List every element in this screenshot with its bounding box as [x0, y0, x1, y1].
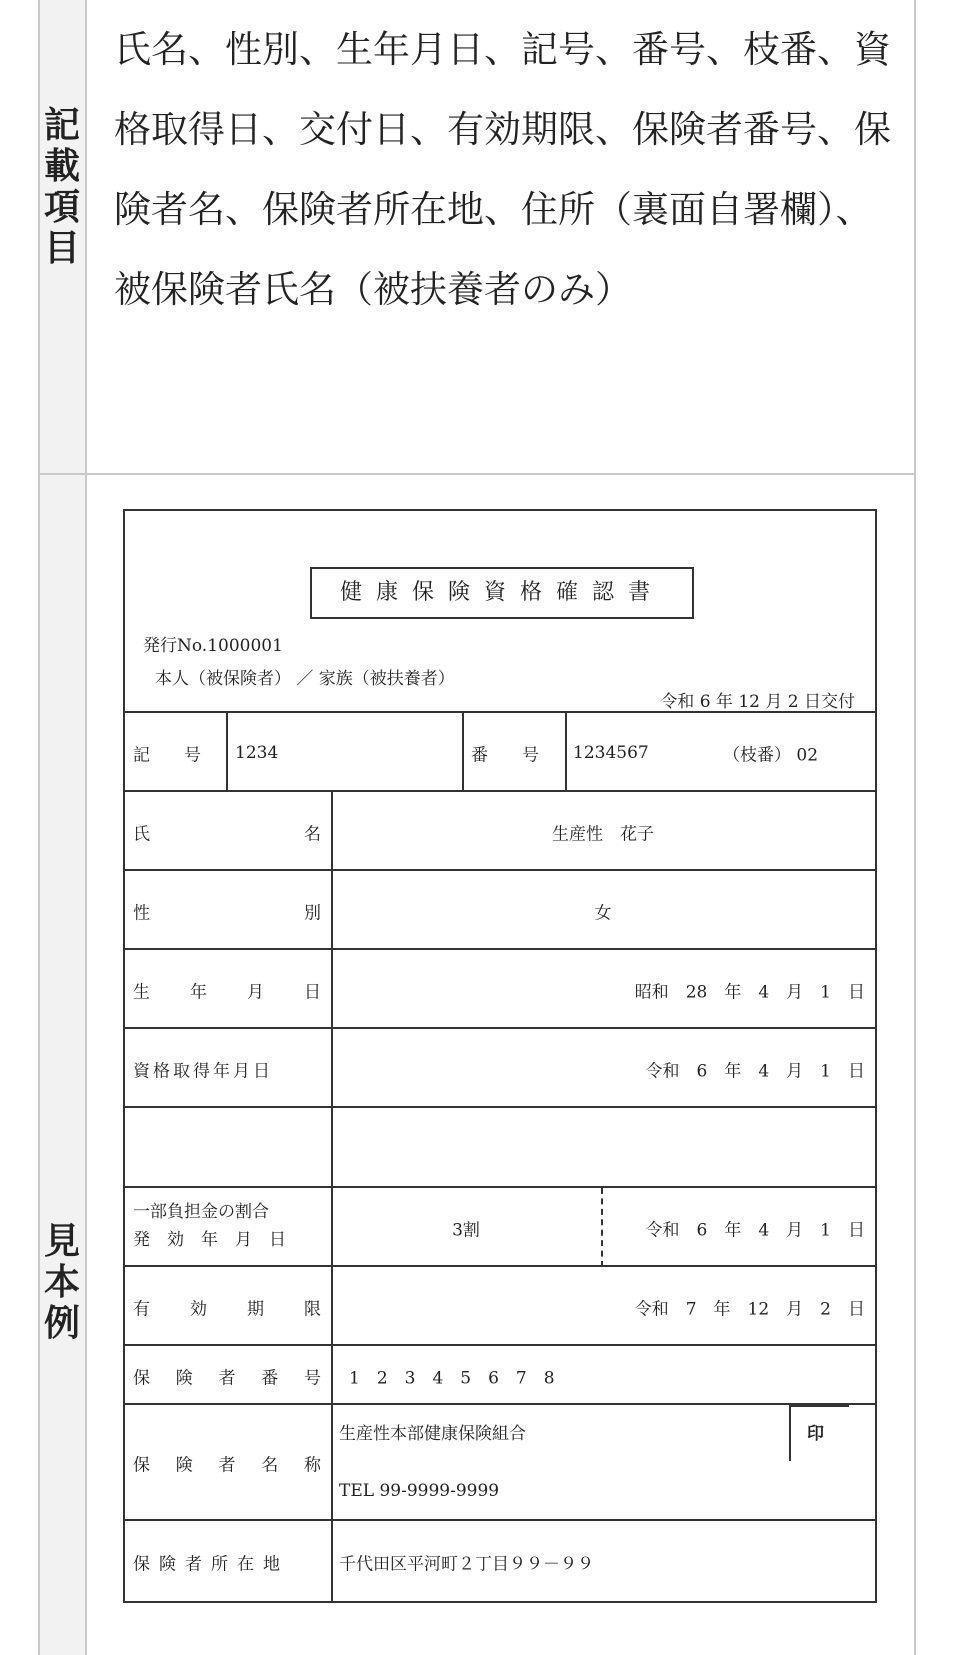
label-char: 期 — [247, 1299, 264, 1319]
row-divider — [38, 473, 916, 475]
cell-divider — [226, 713, 228, 792]
kigo-label-text: 記 号 — [133, 745, 201, 765]
label-char: 別 — [304, 903, 321, 923]
person-type: 本人（被保険者） ／ 家族（被扶養者） — [155, 669, 455, 689]
insurer-address-row — [125, 1519, 875, 1603]
cell-divider — [565, 713, 567, 792]
label-char: 者 — [218, 1455, 236, 1476]
items-label-char: 目 — [43, 228, 80, 269]
sex-value: 女 — [594, 903, 612, 923]
insurer-tel: TEL 99-9999-9999 — [339, 1481, 500, 1501]
items-label-char: 項 — [43, 187, 80, 228]
sample-label-char: 本 — [43, 1262, 80, 1303]
burden-row — [125, 1186, 875, 1267]
name-row — [125, 790, 875, 871]
acquisition-label: 資格取得年月日 — [133, 1061, 273, 1081]
label-char: 生 — [133, 982, 150, 1002]
kigo-bango-row — [125, 711, 875, 792]
label-char: 名 — [304, 824, 321, 844]
expiry-row — [125, 1265, 875, 1346]
birthdate-label — [133, 977, 321, 1002]
burden-label-line: 一部負担金の割合 — [133, 1202, 269, 1222]
label-char: 効 — [190, 1299, 207, 1319]
sample-label-char: 見 — [43, 1221, 80, 1262]
items-label-char: 記 — [43, 105, 80, 146]
blank-row — [125, 1106, 875, 1188]
burden-label-line: 発 効 年 月 日 — [133, 1230, 286, 1250]
insurer-name-row — [125, 1403, 875, 1521]
bango-value: 1234567 — [573, 742, 649, 763]
label-char: 月 — [247, 982, 264, 1002]
sample-label — [38, 1221, 86, 1344]
label-char: 限 — [304, 1299, 321, 1319]
label-char: 日 — [304, 982, 321, 1002]
insurer-number-label — [133, 1363, 321, 1388]
insurer-address-value: 千代田区平河町２丁目９９－９９ — [339, 1554, 594, 1575]
insurer-number-value: 1 2 3 4 5 6 7 8 — [349, 1368, 555, 1388]
insurer-name-label — [133, 1451, 321, 1476]
seal-text: 印 — [807, 1424, 824, 1444]
cell-divider — [331, 1108, 333, 1188]
label-char: 険 — [175, 1455, 193, 1476]
cell-divider — [462, 713, 464, 792]
bango-label: 番 号 — [471, 745, 539, 765]
label-char: 者 — [218, 1368, 236, 1388]
expiry-value: 令和 7 年 12 月 2 日 — [634, 1299, 865, 1319]
sex-label — [133, 898, 321, 923]
label-char: 保 — [133, 1368, 150, 1388]
cell-divider — [331, 1521, 333, 1603]
label-char: 険 — [175, 1368, 193, 1388]
name-value: 生産性 花子 — [552, 824, 654, 844]
kigo-value: 1234 — [235, 742, 279, 763]
label-char: 性 — [133, 903, 150, 923]
cell-divider — [331, 1346, 333, 1405]
acquisition-row — [125, 1027, 875, 1108]
label-char: 年 — [190, 982, 207, 1002]
cell-divider — [331, 950, 333, 1029]
dashed-divider — [601, 1188, 603, 1267]
label-char: 番 — [261, 1368, 279, 1388]
burden-ratio: 3割 — [452, 1220, 480, 1240]
kigo-label — [133, 740, 215, 765]
cell-divider — [331, 1405, 333, 1521]
label-char: 名 — [261, 1455, 279, 1476]
insurer-address-label: 保険者所在地 — [133, 1554, 289, 1575]
expiry-label — [133, 1294, 321, 1319]
insurer-number-row — [125, 1344, 875, 1405]
right-border — [914, 0, 916, 1655]
sample-label-char: 例 — [43, 1303, 80, 1344]
label-char: 氏 — [133, 824, 150, 844]
sex-row — [125, 869, 875, 950]
burden-label — [133, 1198, 286, 1267]
certificate-sample — [123, 509, 877, 1603]
items-label-char: 載 — [43, 146, 80, 187]
cell-divider — [331, 1029, 333, 1108]
issue-number: 発行No.1000001 — [143, 636, 283, 656]
issue-date: 令和 6 年 12 月 2 日交付 — [660, 692, 855, 712]
certificate-title: 健康保険資格確認書 — [310, 567, 694, 619]
label-char: 称 — [304, 1455, 321, 1476]
birthdate-value: 昭和 28 年 4 月 1 日 — [634, 982, 865, 1002]
label-char: 保 — [133, 1455, 150, 1476]
cell-divider — [331, 1267, 333, 1346]
name-label — [133, 819, 321, 844]
items-text: 氏名、性別、生年月日、記号、番号、枝番、資格取得日、交付日、有効期限、保険者番号、保険者名、保険者所在地、住所（裏面自署欄）、被保険者氏名（被扶養者のみ） — [114, 28, 891, 311]
edaban: （枝番） 02 — [723, 745, 819, 765]
birthdate-row — [125, 948, 875, 1029]
items-label — [38, 105, 86, 269]
insurer-name-value: 生産性本部健康保険組合 — [339, 1424, 526, 1444]
label-char: 号 — [304, 1368, 321, 1388]
burden-date: 令和 6 年 4 月 1 日 — [645, 1220, 865, 1240]
acquisition-value: 令和 6 年 4 月 1 日 — [645, 1061, 865, 1081]
label-char: 有 — [133, 1299, 150, 1319]
